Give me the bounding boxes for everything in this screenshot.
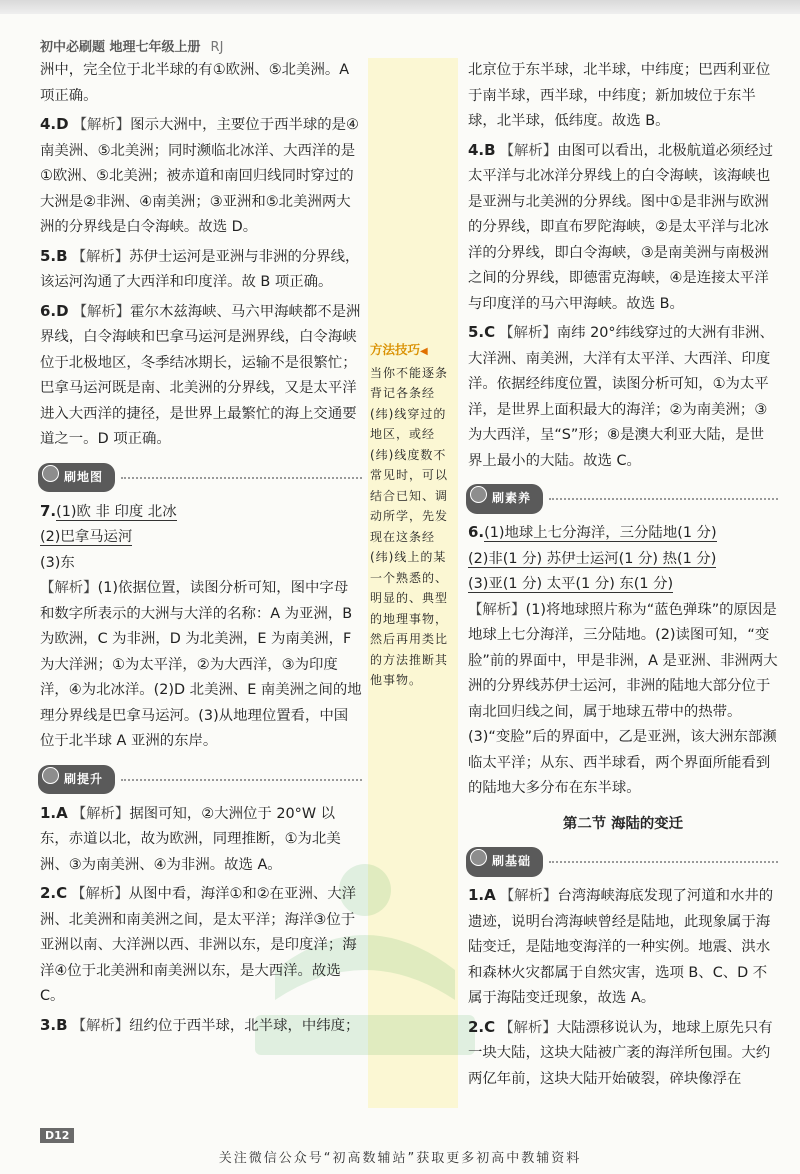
answer-r6: 6.(1)地球上七分海洋，三分陆地(1 分) (468, 523, 717, 541)
improve-1: 1.A 【解析】据图可知，②大洲位于 20°W 以东，赤道以北，故为欧洲，同理推断，①为北美洲、③为南美洲、④为非洲。故选 A。 (40, 803, 341, 873)
answer-r6-2: (2)非(1 分) 苏伊士运河(1 分) 热(1 分) (468, 550, 717, 567)
footer-note: 关注微信公众号“初高数辅站”获取更多初高中教辅资料 (218, 1151, 582, 1166)
continued-text: 洲中，完全位于北半球的有①欧洲、⑤北美洲。A 项正确。 (40, 62, 350, 104)
answer-r5: 5.C 【解析】南纬 20°纬线穿过的大洲有非洲、大洋洲、南美洲，大洋有太平洋、大西洋、印度洋。依据经纬度位置，读图分析可知，①为太平洋，是世界上面积最大的海洋；②为南美洲；③为大西洋，呈“S”形；⑧是澳大利亚大陆，是世界上最小的大陆。故选 C。 (468, 323, 774, 469)
top-edge (0, 0, 800, 14)
answer-r6-analysis: 【解析】(1)将地球照片称为“蓝色弹珠”的原因是地球上七分海洋，三分陆地。(2)读图可知，“变脸”前的界面中，甲是非洲，A 是亚洲、非洲两大洲的分界线苏伊士运河，非洲的陆地大部分位于南北回归线之间，属于地球五带中的热带。(3)“变脸”后的界面中，乙是亚洲，该大洲东部濒临太平洋；从东、西半球看，两个界面所能看到的陆地大多分布在东半球。 (468, 601, 778, 796)
continued-text-right: 北京位于东半球，北半球，中纬度；巴西利亚位于南半球，西半球，中纬度；新加坡位于东半球，北半球，低纬度。故选 B。 (468, 62, 771, 129)
answer-r6-3: (3)亚(1 分) 太平(1 分) 东(1 分) (468, 576, 674, 592)
left-column (40, 58, 362, 1039)
section-basic: 刷基础 (466, 851, 778, 873)
header-edition: RJ (210, 40, 224, 55)
improve-2: 2.C 【解析】从图中看，海洋①和②在亚洲、大洋洲、北美洲和南美洲之间，是太平洋；海洋③位于亚洲以南、大洋洲以西、非洲以东，是印度洋；海洋④位于北美洲和南美洲以东，是大西洋。故选 C。 (40, 884, 357, 1004)
section-literacy: 刷素养 (466, 488, 778, 510)
section-heading: 第二节 海陆的变迁 (562, 815, 684, 832)
answer-7: 7.(1)欧 非 印度 北冰 (40, 501, 177, 520)
improve-3: 3.B 【解析】纽约位于西半球，北半球，中纬度； (40, 1015, 360, 1034)
running-header (40, 36, 223, 55)
answer-r4: 4.B 【解析】由图可以看出，北极航道必须经过太平洋与北冰洋分界线上的白令海峡，该海峡也是亚洲与北美洲的分界线。图中①是非洲与欧洲的分界线，即直布罗陀海峡，②是太平洋与北冰洋的分界线，即白令海峡，③是南美洲与南极洲之间的分界线，即德雷克海峡，④是连接太平洋与印度洋的马六甲海峡。故选 B。 (468, 140, 774, 312)
answer-7-analysis: 【解析】(1)依据位置，读图分析可知，图中字母和数字所表示的大洲与大洋的名称：A 为亚洲，B 为欧洲，C 为非洲，D 为北美洲，E 为南美洲，F 为大洋洲；①为太平洋，②为大西洋，③为印度洋，④为北冰洋。(2)D 北美洲、E 南美洲之间的地理分界线是巴拿马运河。(3)从地理位置看，中国位于北半球 A 亚洲的东岸。 (40, 580, 362, 749)
section-map: 刷地图 (38, 467, 362, 489)
answer-6: 6.D 【解析】霍尔木兹海峡、马六甲海峡都不是洲界线，白令海峡和巴拿马运河是洲界线，白令海峡位于北极地区，冬季结冰期长，运输不是很繁忙；巴拿马运河既是南、北美洲的分界线，又是太平洋进入大西洋的捷径，是世界上最繁忙的海上交通要道之一。D 项正确。 (40, 301, 361, 447)
method-tip-body: 当你不能逐条背记各条经(纬)线穿过的地区，或经(纬)线度数不常见时，可以结合已知、调动所学，先发现在这条经(纬)线上的某一个熟悉的、明显的、典型的地理事物，然后再用类比的方法推断其他事物。 (370, 365, 449, 687)
section-improve: 刷提升 (38, 769, 362, 791)
basic-1: 1.A 【解析】台湾海峡海底发现了河道和水井的遗迹，说明台湾海峡曾经是陆地，此现象属于海陆变迁，是陆地变海洋的一种实例。地震、洪水和森林火灾都属于自然灾害，选项 B、C、D 不属于海陆变迁现象，故选 A。 (468, 886, 774, 1006)
method-tip (370, 340, 458, 691)
method-tip-title: 方法技巧◀ (370, 342, 428, 357)
page-number: D12 (40, 1128, 74, 1143)
answer-4: 4.D 【解析】图示大洲中，主要位于西半球的是④南美洲、⑤北美洲；同时濒临北冰洋、大西洋的是①欧洲、⑤北美洲；被赤道和南回归线同时穿过的大洲是②非洲、④南美洲；③亚洲和⑤北美洲两大洲的分界线是白令海峡。故选 D。 (40, 115, 359, 235)
triangle-icon: ◀ (420, 346, 428, 357)
header-title: 初中必刷题 地理七年级上册 (40, 40, 201, 55)
answer-7-3: (3)东 (40, 554, 75, 571)
right-column (468, 58, 778, 1092)
answer-7-2: (2)巴拿马运河 (40, 529, 133, 545)
basic-2: 2.C 【解析】大陆漂移说认为，地球上原先只有一块大陆，这块大陆被广袤的海洋所包围。大约两亿年前，这块大陆开始破裂，碎块像浮在 (468, 1017, 773, 1087)
answer-5: 5.B 【解析】苏伊士运河是亚洲与非洲的分界线，该运河沟通了大西洋和印度洋。故 B 项正确。 (40, 246, 360, 290)
